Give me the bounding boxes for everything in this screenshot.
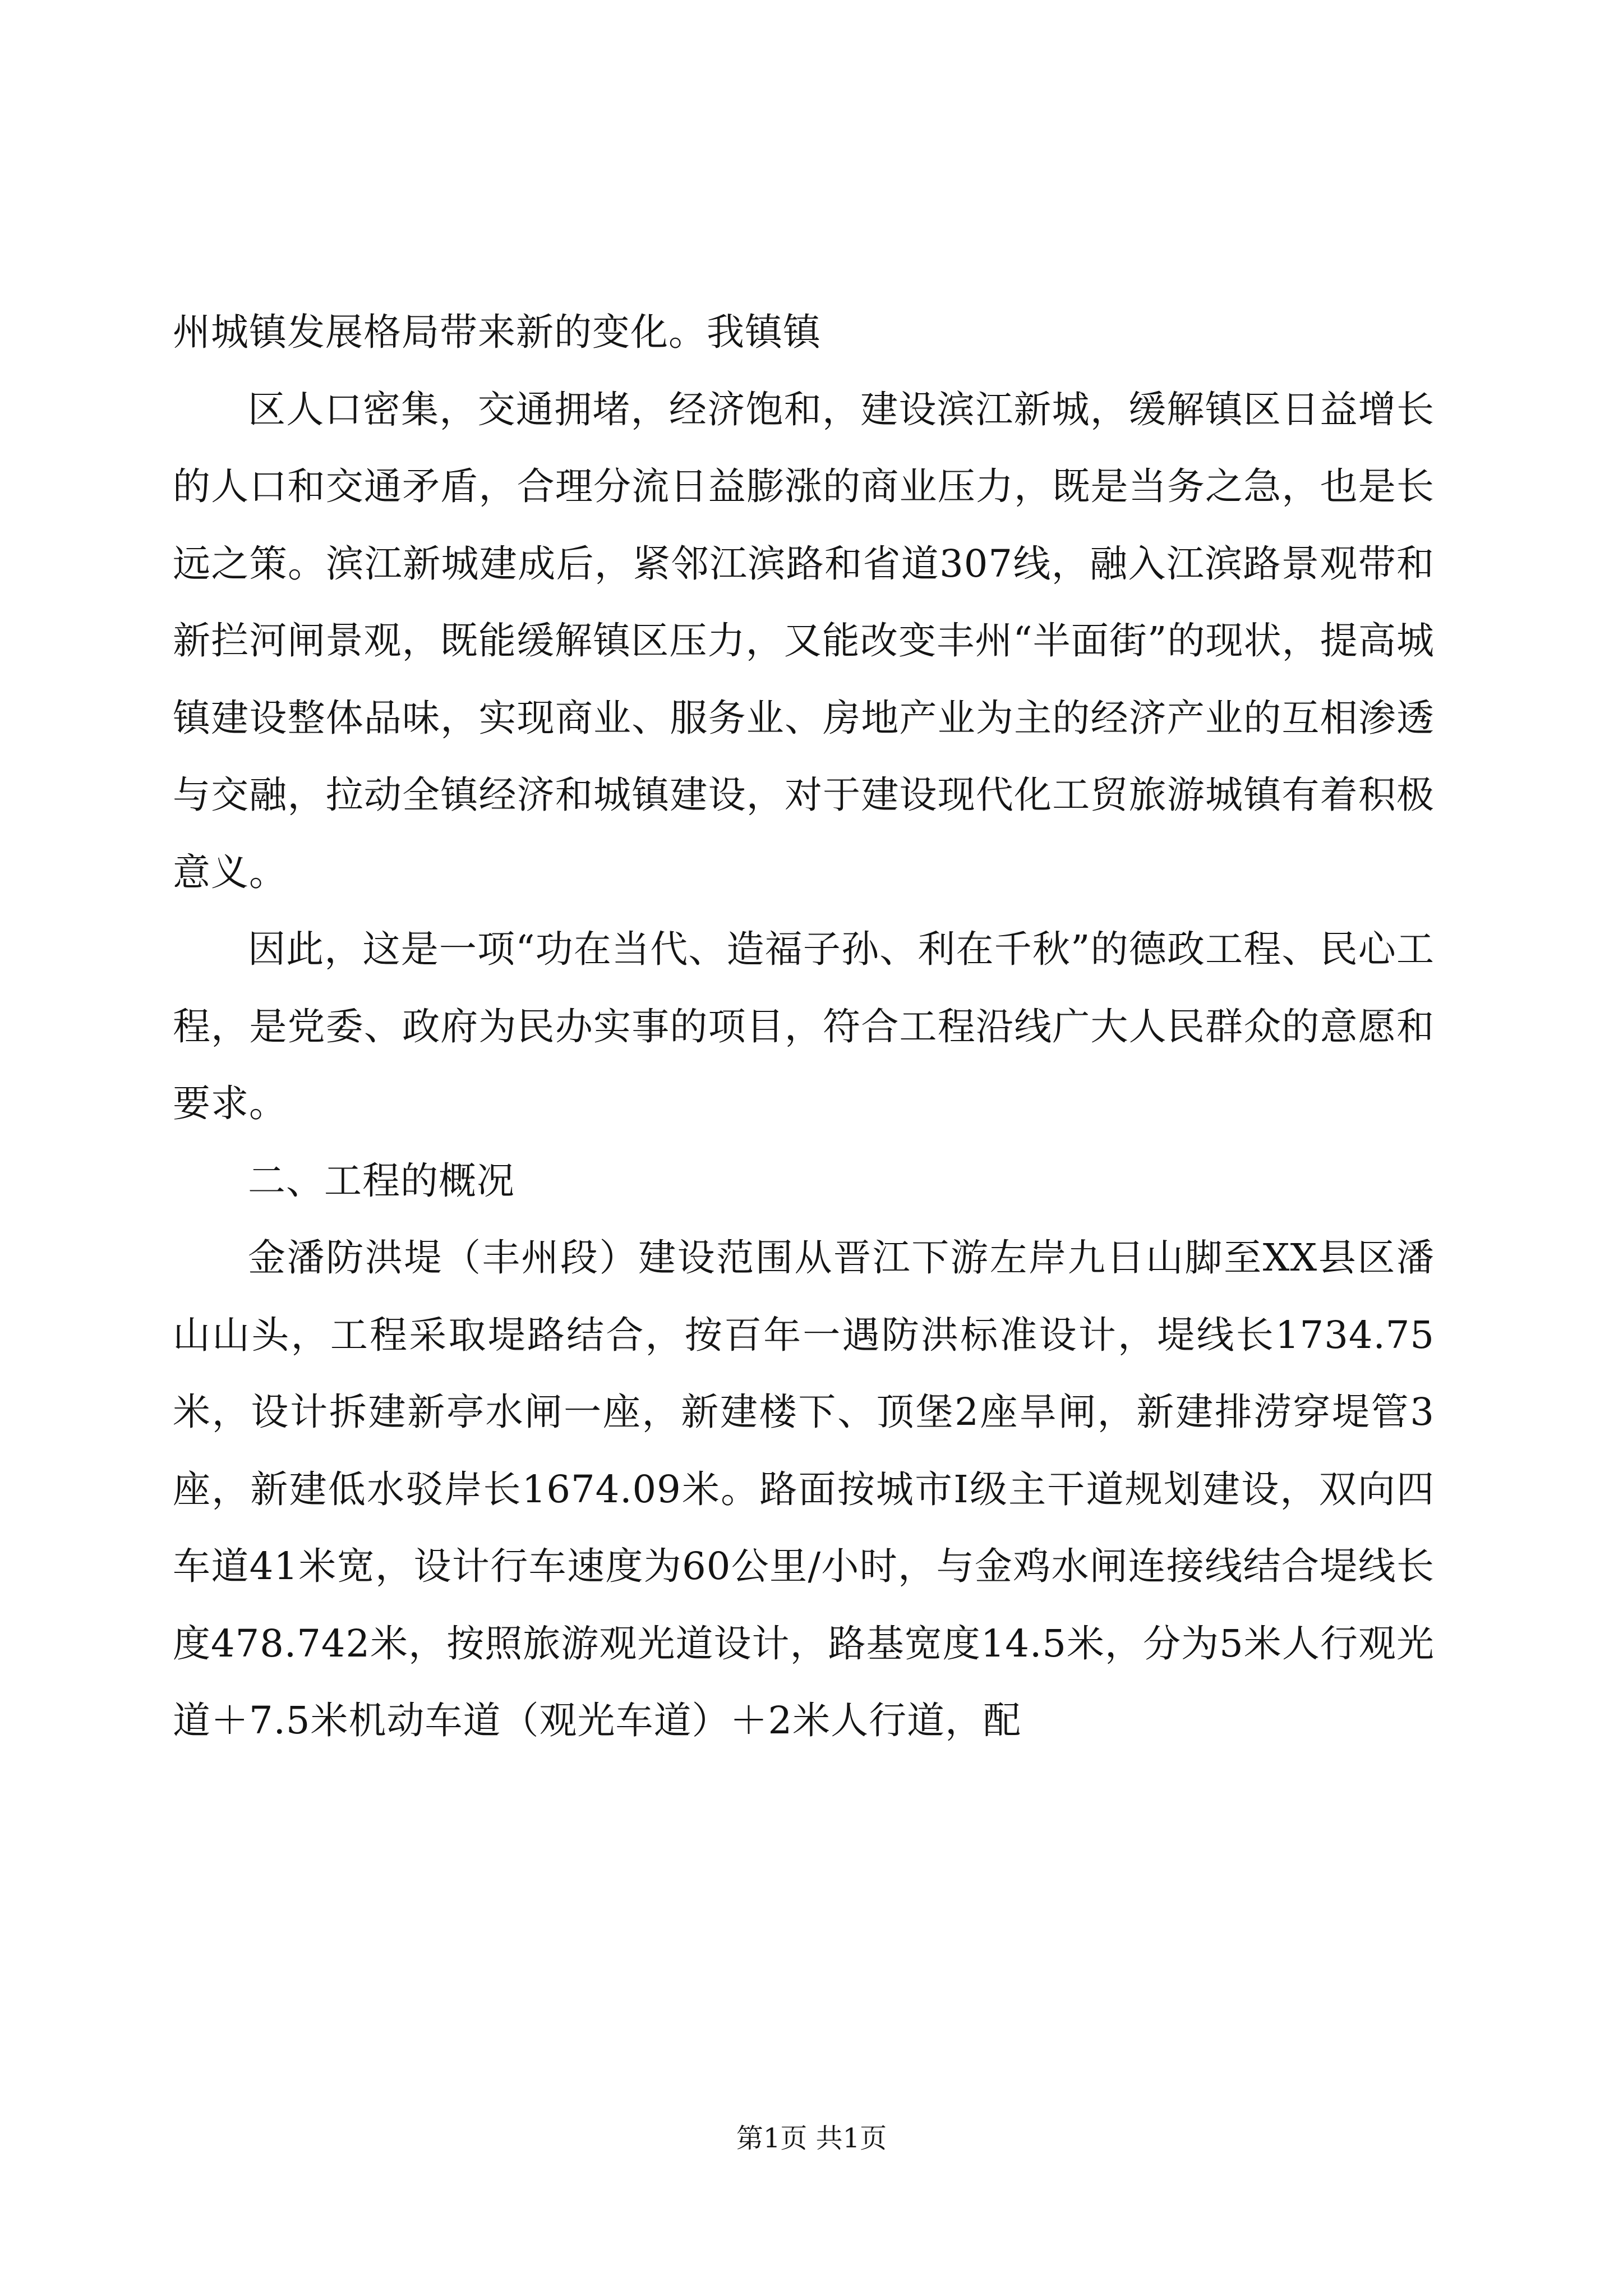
- paragraph-jinpan-embankment: 金潘防洪堤（丰州段）建设范围从晋江下游左岸九日山脚至XX县区潘山山头，工程采取堤路结合，按百年一遇防洪标准设计，堤线长1734.75米，设计拆建新亭水闸一座，新建楼下、顶堡2座旱闸，新建排涝穿堤管3座，新建低水驳岸长1674.09米。路面按城市Ⅰ级主干道规划建设，双向四车道41米宽，设计行车速度为60公里/小时，与金鸡水闸连接线结合堤线长度478.742米，按照旅游观光道设计，路基宽度14.5米，分为5米人行观光道＋7.5米机动车道（观光车道）＋2米人行道，配: [173, 1236, 1435, 1742]
- paragraph-therefore: 因此，这是一项“功在当代、造福子孙、利在千秋”的德政工程、民心工程，是党委、政府为民办实事的项目，符合工程沿线广大人民群众的意愿和要求。: [173, 927, 1435, 1125]
- page-footer: 第1页 共1页: [736, 2123, 887, 2154]
- section-heading-project-overview: 二、工程的概况: [248, 1158, 515, 1203]
- document-body: [173, 294, 1435, 1760]
- paragraph-continuation: 州城镇发展格局带来新的变化。我镇镇: [173, 310, 821, 354]
- paragraph-binjiang-newtown: 区人口密集，交通拥堵，经济饱和，建设滨江新城，缓解镇区日益增长的人口和交通矛盾，合理分流日益膨涨的商业压力，既是当务之急，也是长远之策。滨江新城建成后，紧邻江滨路和省道307线，融入江滨路景观带和新拦河闸景观，既能缓解镇区压力，又能改变丰州“半面街”的现状，提高城镇建设整体品味，实现商业、服务业、房地产业为主的经济产业的互相渗透与交融，拉动全镇经济和城镇建设，对于建设现代化工贸旅游城镇有着积极意义。: [173, 387, 1435, 894]
